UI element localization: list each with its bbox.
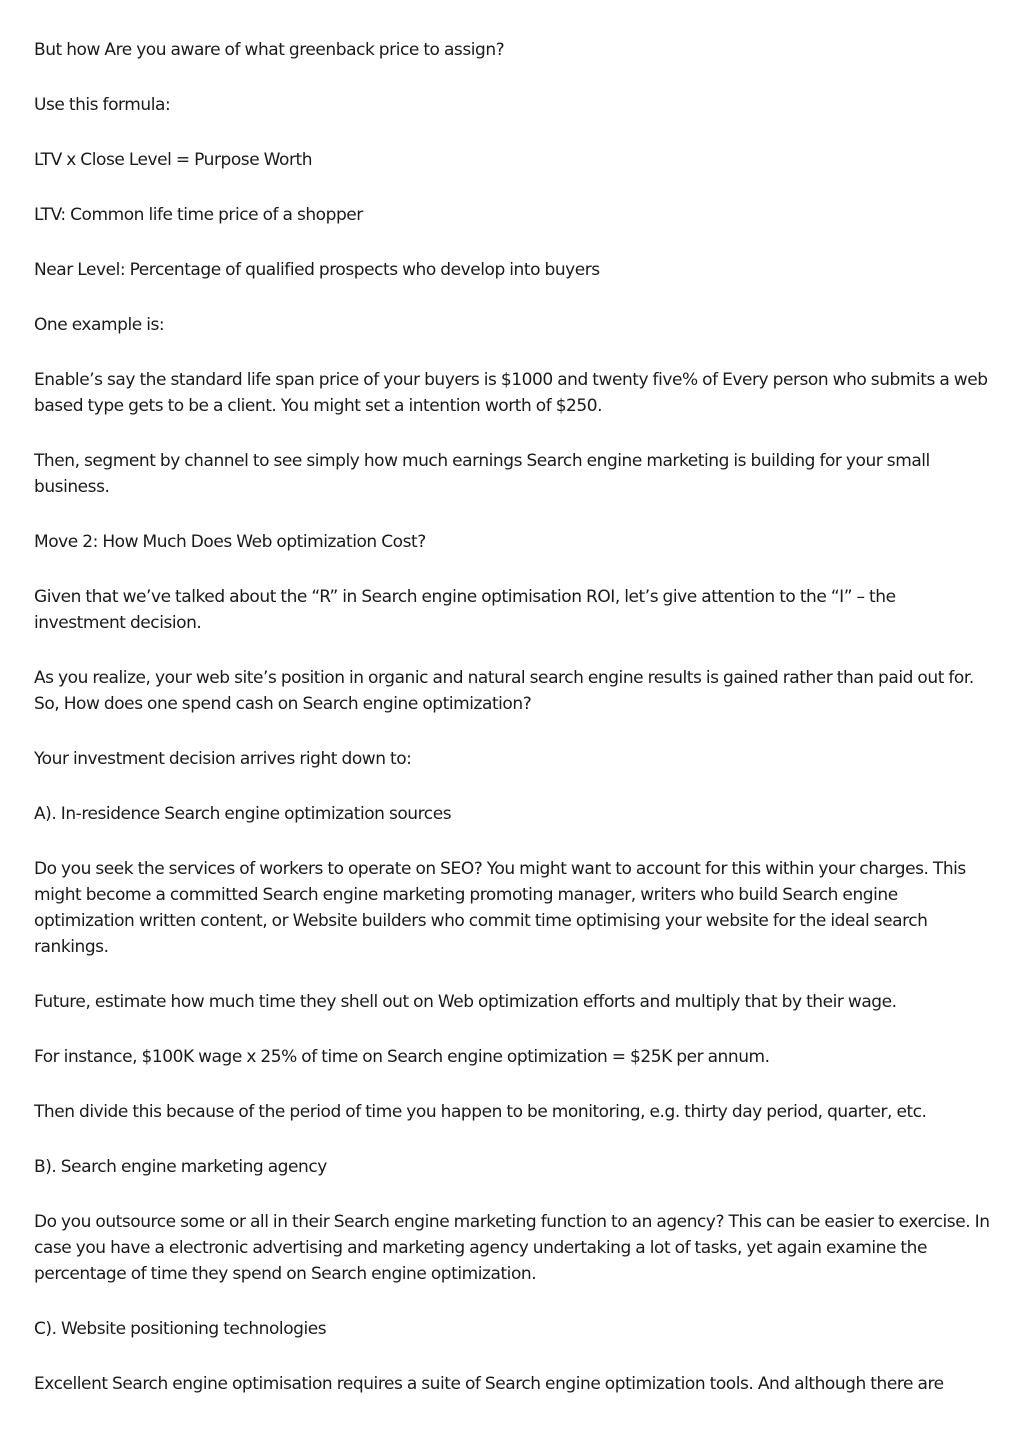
paragraph-divide-period: Then divide this because of the period of time you happen to be monitoring, e.g. thirty day period, quarter, etc. [34, 1102, 927, 1122]
paragraph-segment: Then, segment by channel to see simply how much earnings Search engine marketing is building for your small business. [34, 451, 930, 497]
section-heading-step-2: Move 2: How Much Does Web optimization Cost? [34, 532, 426, 552]
paragraph-example-intro: One example is: [34, 315, 165, 335]
paragraph-formula-intro: Use this formula: [34, 95, 171, 115]
section-heading-a: A). In-residence Search engine optimization sources [34, 804, 452, 824]
paragraph-investment-intro: Given that we’ve talked about the “R” in Search engine optimisation ROI, let’s give attention to the “I” – the investment decision. [34, 587, 896, 633]
paragraph-close-level-definition: Near Level: Percentage of qualified prospects who develop into buyers [34, 260, 600, 280]
paragraph-wage-example: For instance, $100K wage x 25% of time on Search engine optimization = $25K per annum. [34, 1047, 770, 1067]
paragraph-ltv-definition: LTV: Common life time price of a shopper [34, 205, 363, 225]
section-heading-c: C). Website positioning technologies [34, 1319, 327, 1339]
paragraph-question: But how Are you aware of what greenback price to assign? [34, 40, 505, 60]
paragraph-in-house-workers: Do you seek the services of workers to operate on SEO? You might want to account for this within your charges. This might become a committed Search engine marketing promoting manager, writers who build Search engine optimization written content, or Website builders who commit time optimising your website for the ideal search rankings. [34, 859, 966, 957]
paragraph-example: Enable’s say the standard life span price of your buyers is $1000 and twenty five% of Every person who submits a web based type gets to be a client. You might set a intention worth of $250. [34, 370, 988, 416]
paragraph-investment-comes-down: Your investment decision arrives right down to: [34, 749, 412, 769]
document-body [34, 37, 990, 1426]
paragraph-estimate-time: Future, estimate how much time they shell out on Web optimization efforts and multiply that by their wage. [34, 992, 897, 1012]
paragraph-organic-position: As you realize, your web site’s position in organic and natural search engine results is gained rather than paid out for. So, How does one spend cash on Search engine optimization? [34, 668, 974, 714]
paragraph-tools: Excellent Search engine optimisation requires a suite of Search engine optimization tools. And although there are [34, 1374, 944, 1394]
paragraph-formula: LTV x Close Level = Purpose Worth [34, 150, 313, 170]
paragraph-agency: Do you outsource some or all in their Search engine marketing function to an agency? This can be easier to exercise. In case you have a electronic advertising and marketing agency undertaking a lot of tasks, yet again examine the percentage of time they spend on Search engine optimization. [34, 1212, 990, 1284]
section-heading-b: B). Search engine marketing agency [34, 1157, 327, 1177]
